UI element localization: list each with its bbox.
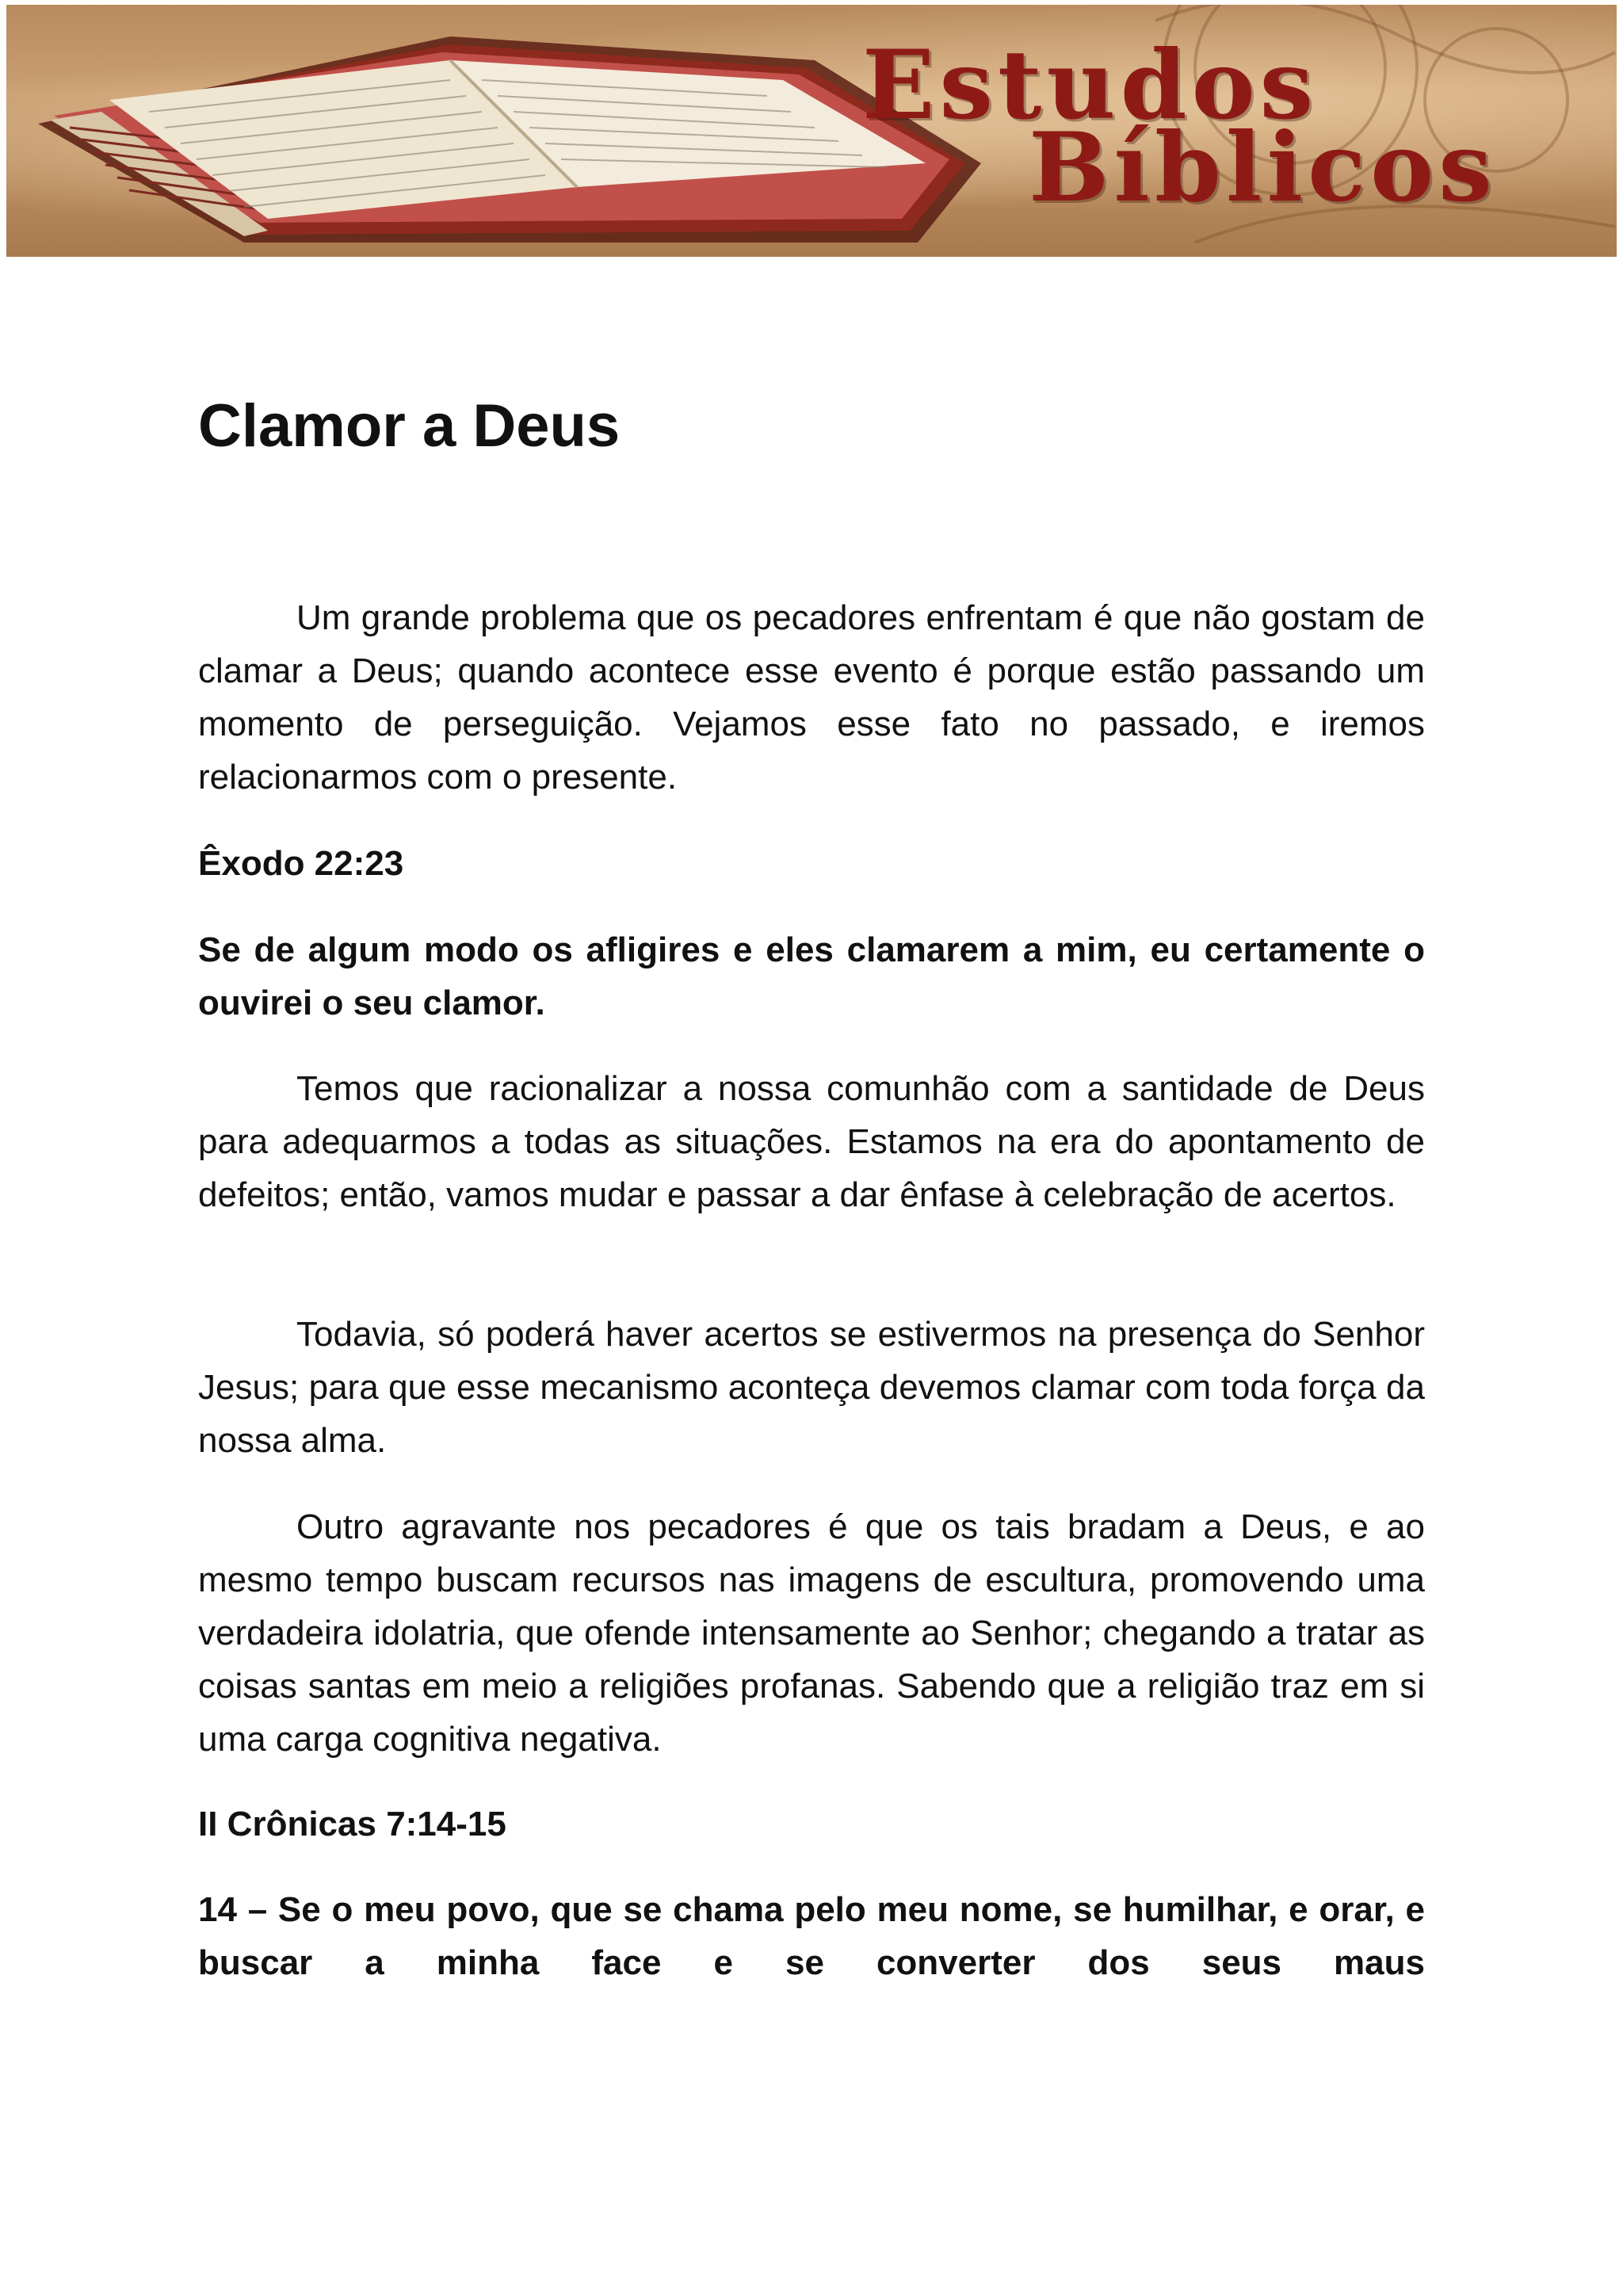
banner-title-line1: Estudos bbox=[862, 29, 1319, 141]
reference-exodus: Êxodo 22:23 bbox=[198, 844, 404, 883]
verse-chronicles: 14 – Se o meu povo, que se chama pelo meu nome, se humilhar, e orar, e buscar a minha face e se converter dos seus maus bbox=[198, 1890, 1425, 1982]
paragraph-2: Temos que racionalizar a nossa comunhão com a santidade de Deus para adequarmos a todas as situações. Estamos na era do apontamento de defeitos; então, vamos mudar e passar a dar ênfase à celebração de acertos. bbox=[198, 1069, 1425, 1214]
page-title: Clamor a Deus bbox=[198, 392, 621, 460]
banner-logo-text bbox=[862, 29, 1497, 223]
banner-title-line2: Bíblicos bbox=[1029, 112, 1497, 223]
verse-exodus: Se de algum modo os afligires e eles clamarem a mim, eu certamente o ouvirei o seu clamor. bbox=[198, 930, 1425, 1022]
reference-chronicles: II Crônicas 7:14-15 bbox=[198, 1805, 506, 1843]
header-banner bbox=[6, 5, 1617, 257]
paragraph-1: Um grande problema que os pecadores enfrentam é que não gostam de clamar a Deus; quando acontece esse evento é porque estão passando um momento de perseguição. Vejamos esse fato no passado, e iremos relacionarmos com o presente. bbox=[198, 598, 1425, 797]
paragraph-4: Outro agravante nos pecadores é que os tais bradam a Deus, e ao mesmo tempo buscam recursos nas imagens de escultura, promovendo uma verdadeira idolatria, que ofende intensamente ao Senhor; chegando a tratar as coisas santas em meio a religiões profanas. Sabendo que a religião traz em si uma carga cognitiva negativa. bbox=[198, 1507, 1425, 1759]
paragraph-3: Todavia, só poderá haver acertos se estivermos na presença do Senhor Jesus; para que esse mecanismo aconteça devemos clamar com toda força da nossa alma. bbox=[198, 1315, 1425, 1460]
